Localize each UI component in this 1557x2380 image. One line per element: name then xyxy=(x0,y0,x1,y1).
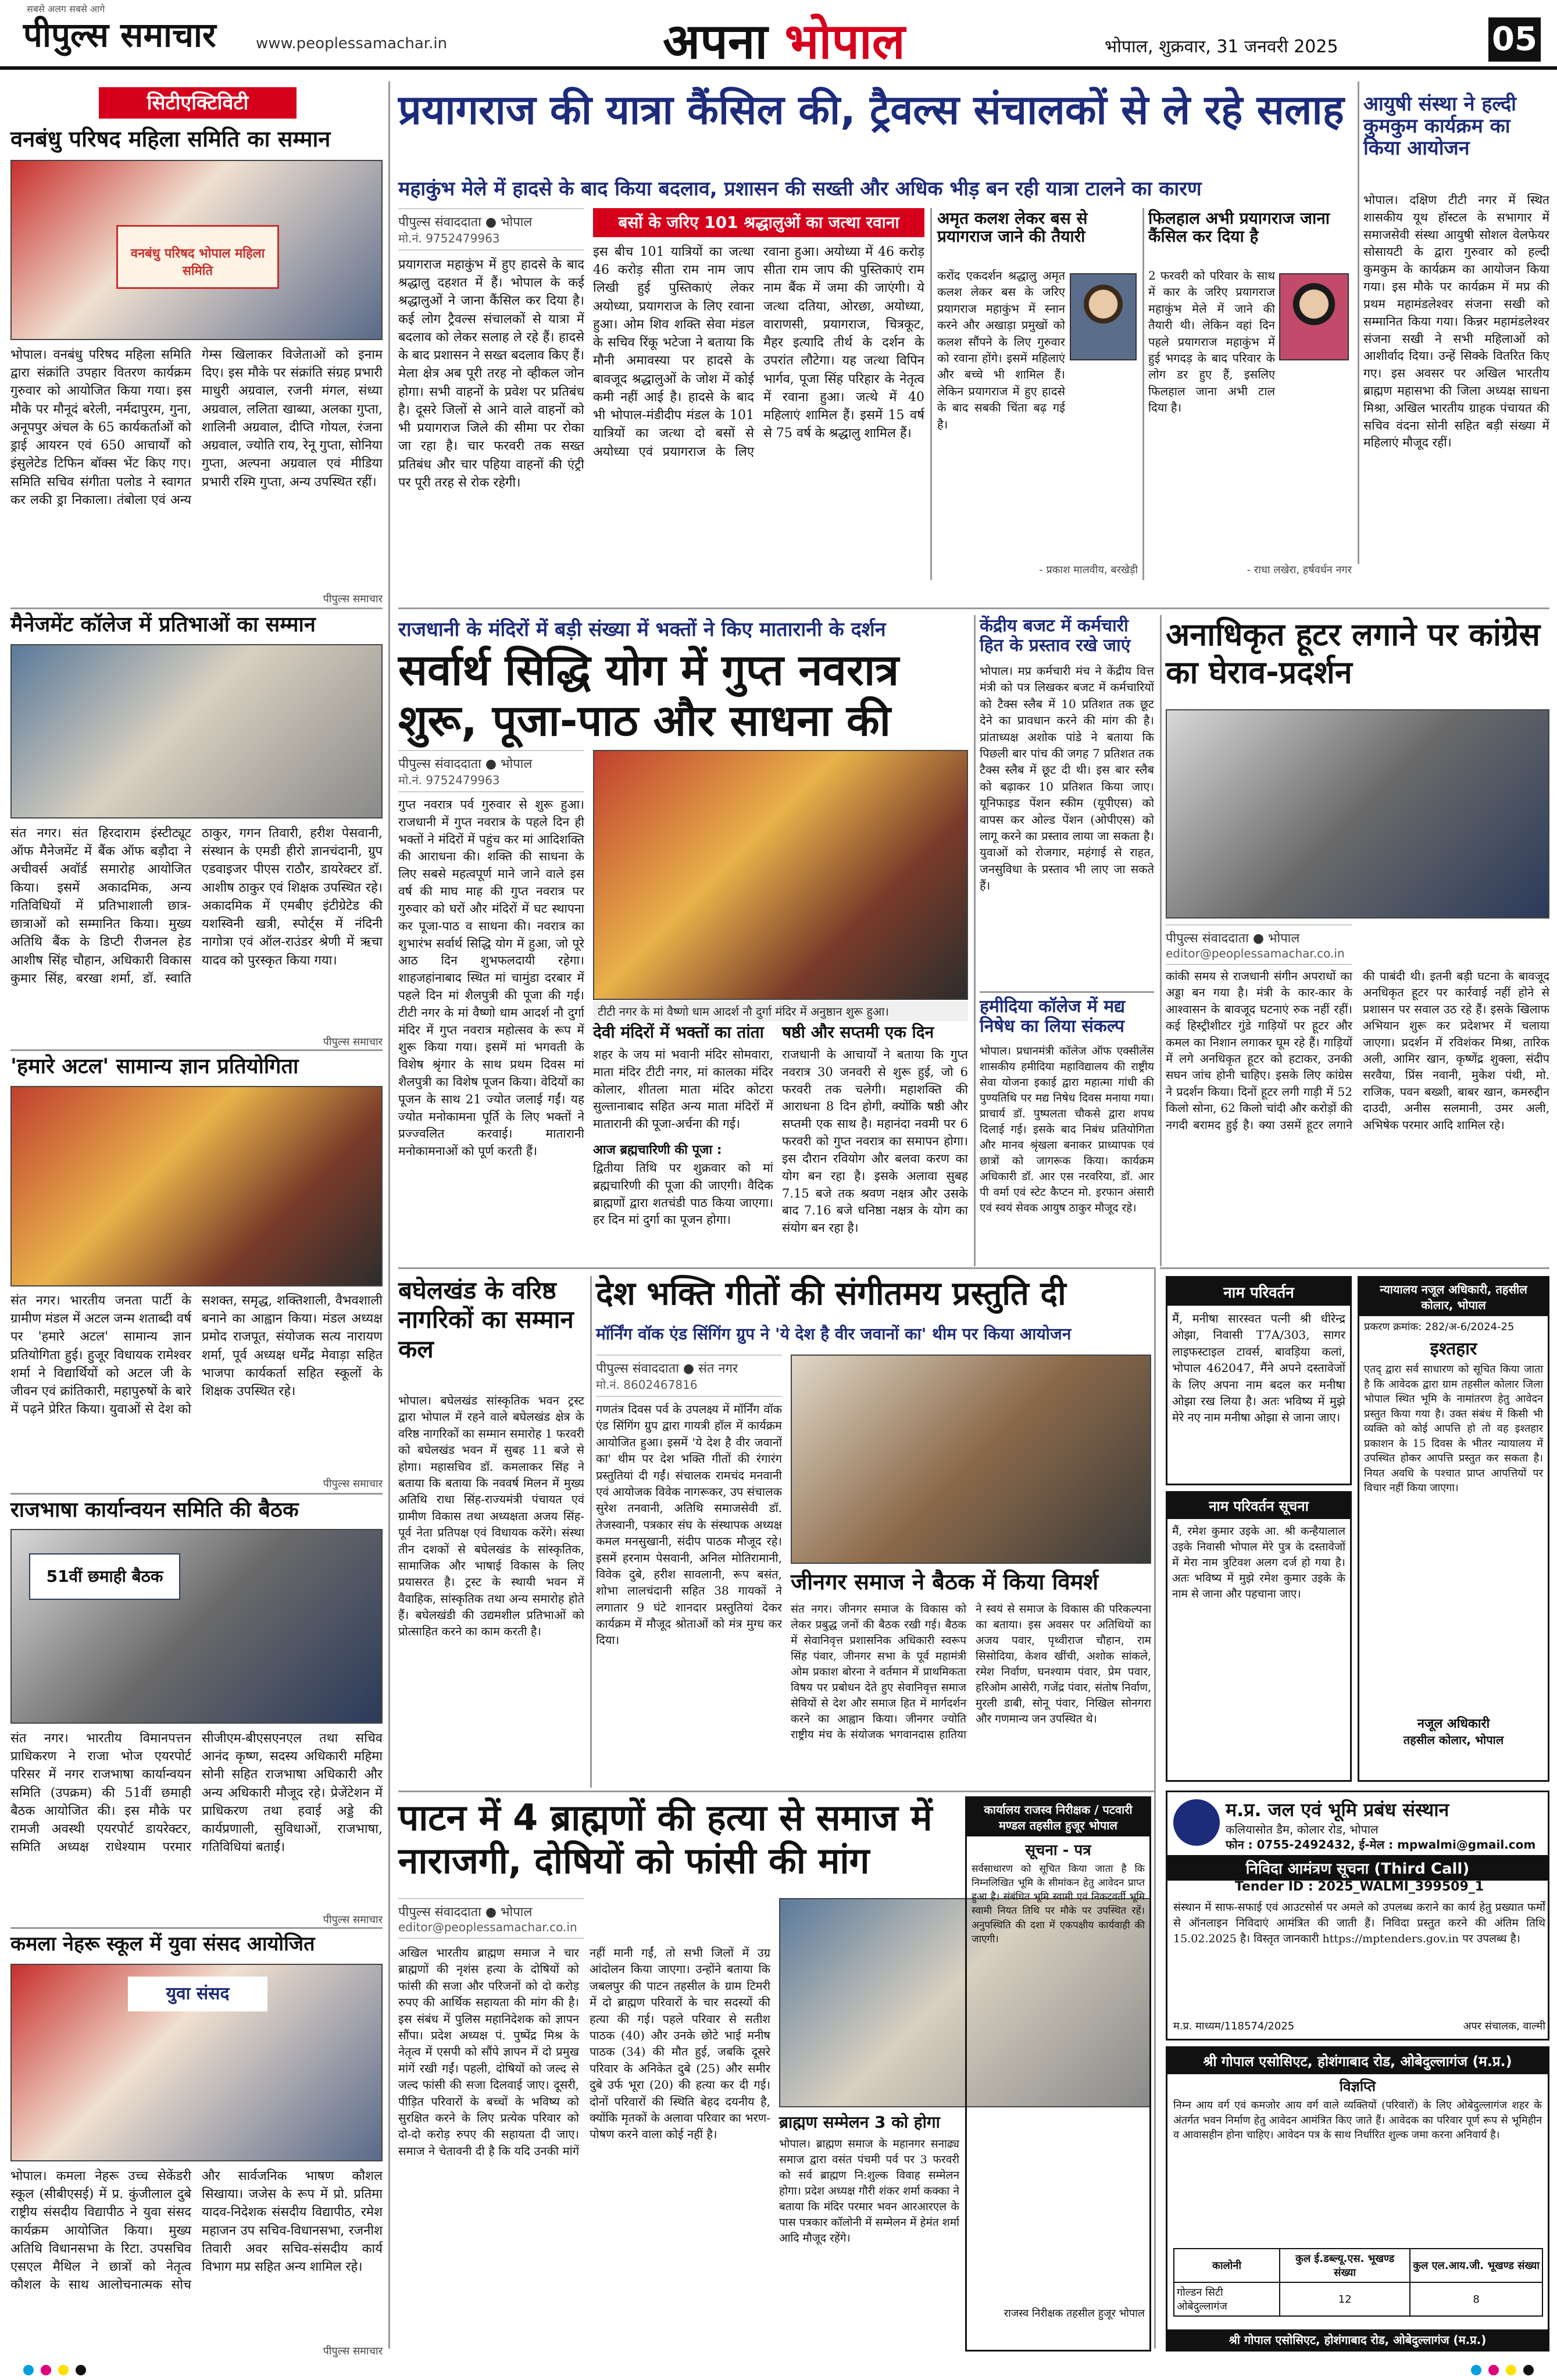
story-title: जीनगर समाज ने बैठक में किया विमर्श xyxy=(791,1569,1099,1595)
tender-notice: म.प्र. जल एवं भूमि प्रबंध संस्थान कलियासोत डैम, कोलार रोड, भोपाल फोन : 0755-2492432, ई-मेल : mpwalmi@gmail.com निविदा आमंत्रण सूचना (Third Call) Tender ID : 2025_WALMI_399509_1 संस्थान में साफ-सफाई एवं आउटसोर्स पर अमले को उपलब्ध कराने का कार्य हेतु प्रख्यात फर्मों से ऑनलाइन निविदाएं आमंत्रित की जाती हैं। निविदा प्रस्तुत करने की अंतिम तिथि 15.02.2025 है। विस्तृत जानकारी https://mptenders.gov.in पर उपलब्ध है। म.प्र. माध्यम/118574/2025 अपर संचालक, वाल्मी xyxy=(1166,1791,1549,2040)
story-body: संत नगर। भारतीय जनता पार्टी के ग्रामीण मंडल में अटल जन्म शताब्दी वर्ष पर 'हमारे अटल' सामान्य ज्ञान प्रतियोगिता हुई। हुजूर विधायक रामेश्वर शर्मा ने विद्यार्थियों को अटल जी के जीवन एवं क्रांतिकारी, महापुरुषों के बारे में पढ़ने प्रेरित किया। युवाओं से देश को सशक्त, समृद्ध, शक्तिशाली, वैभवशाली बनाने का आह्वान किया। मंडल अध्यक्ष प्रमोद राजपूत, संयोजक सत्य नारायण शर्मा, पूर्व अध्यक्ष धर्मेंद्र मेवाड़ा सहित भाजपा कार्यकर्ता सहित स्कूलों के शिक्षक उपस्थित रहे। xyxy=(10,1293,383,1417)
story-body: अखिल भारतीय ब्राह्मण समाज ने चार ब्राह्मणों की नृशंस हत्या के दोषियों को फांसी की सजा और परिजनों को दो करोड़ रुपए की आर्थिक सहायता की मांग की है। इस संबंध में पुलिस महानिदेशक को ज्ञापन सौंपा। प्रदेश अध्यक्ष पं. पुष्पेंद्र मिश्र के नेतृत्व में एसपी को सौंपे ज्ञापन में दो प्रमुख मांगें रखी गईं। पहली, दोषियों को जल्द से जल्द फांसी की सजा दिलवाई जाए। दूसरी, पीड़ित परिवारों के बच्चों के भविष्य को सुरक्षित करने के लिए प्रत्येक परिवार को दो-दो करोड़ रुपए की सहायता दी जाए। समाज ने चेतावनी दी है कि यदि उनकी मांगें नहीं मानी गईं, तो सभी जिलों में उग्र आंदोलन किया जाएगा। उन्होंने बताया कि जबलपुर की पाटन तहसील के ग्राम टिमरी में दो ब्राह्मण परिवारों के चार सदस्यों की हत्या की गई। पहले परिवार से सतीश पाठक (40) और उनके छोटे भाई मनीष पाठक (34) की मौत हुई, जबकि दूसरे परिवार के अनिकेत दुबे (25) और समीर दुबे उर्फ भूरा (20) की हत्या कर दी गई। दोनों परिवारों की स्थिति बेहद दयनीय है, क्योंकि मृतकों के अलावा परिवार का भरण-पोषण करने वाला कोई नहीं है। xyxy=(398,1946,770,2158)
sidebar-story-credit: - प्रकाश मालवीय, बरखेड़ी xyxy=(1039,564,1138,576)
divider xyxy=(1160,1267,1549,1269)
sidebar-story-body: करोंद एकदर्शन श्रद्धालु अमृत कलश लेकर बस के जरिए प्रयागराज महाकुंभ में स्नान करने और अखाड़ा प्रमुखों को कलश सौंपने के लिए गुरुवार को रवाना होंगे। इसमें महिलाएं और बच्चे भी शामिल हैं। लेकिन प्रयागराज में हुए हादसे के बाद सबकी चिंता बढ़ गई है। xyxy=(937,269,1065,431)
sub-story-title: षष्ठी और सप्तमी एक दिन xyxy=(782,1023,934,1042)
story-title: कमला नेहरू स्कूल में युवा संसद आयोजित xyxy=(10,1932,315,1956)
lead-body: प्रयागराज महाकुंभ में हुए हादसे के बाद श्रद्धालु दहशत में हैं। भोपाल के कई श्रद्धालुओं ने जाना कैंसिल कर दिया है। कई लोग ट्रैवल्स संचालकों से यात्रा में बदलाव को लेकर सलाह ले रहे हैं। हादसे के बाद प्रशासन ने सख्त बदलाव किए हैं। मेला क्षेत्र अब पूरी तरह नो व्हीकल जोन होगा। सभी वाहनों के प्रवेश पर प्रतिबंध है। दूसरे जिलों से आने वाले वाहनों को भी प्रयागराज जिले की सीमा पर रोका जा रहा है। चार फरवरी तक सख्त प्रतिबंध और चार पहिया वाहनों की एंट्री पर पूरी तरह से रोक रहेगी। xyxy=(398,258,584,490)
divider xyxy=(10,1493,383,1495)
reader-portrait xyxy=(1070,273,1137,360)
story-body: कांकी समय से राजधानी संगीन अपराधों का अड्डा बन गया है। मंत्री के कार-कार के आश्वासन के बावजूद घटनाएं रुक नहीं रहीं। कई हिस्ट्रीशीटर गुंडे गाड़ियों पर हूटर और कमल का निशान लगाकर घूम रहे हैं। गाड़ियों में लगे अनधिकृत हूटर को हटाकर, उनकी सघन जांच होनी चाहिए। इसके लिए कांग्रेस ने प्रदर्शन किया। दिनों हूटर लगी गाड़ी में 52 किलो सोना, 62 किलो चांदी और करोड़ों की नगदी बरामद हुई है। क्या उसमें हूटर लगाने की पाबंदी थी। इतनी बड़ी घटना के बावजूद अनधिकृत हूटर पर कार्रवाई नहीं होने से प्रशासन पर सवाल उठ रहे हैं। इसके खिलाफ अभियान शुरू कर प्रदेशभर में चलाया जाएगा। प्रदर्शन में रविशंकर मिश्रा, तारिक अली, आमिर खान, कृष्णेंद्र शुक्ला, संदीप सरवैया, प्रिंस नवानी, मुकेश पंथी, मो. राजिक, पवन बख्शी, बाबर खान, कमरुद्दीन दाउदी, अनीस सलमानी, उमर अली, अभिषेक परमार आदि शामिल रहे। xyxy=(1166,969,1549,1132)
story-headline: अनाधिकृत हूटर लगाने पर कांग्रेस का घेराव-प्रदर्शन xyxy=(1166,616,1540,691)
sub-story-subhead: आज ब्रह्मचारिणी की पूजा : xyxy=(593,1143,722,1157)
logo-tagline: सबसे अलग सबसे आगे xyxy=(27,3,105,15)
court-notice: न्यायालय नजूल अधिकारी, तहसील कोलार, भोपाल प्रकरण क्रमांक: 282/अ-6/2024-25 इश्तहार एतद् द्वारा सर्व साधारण को सूचित किया जाता है कि आवेदक द्वारा ग्राम तहसील कोलार जिला भोपाल स्थित भूमि के नामांतरण हेतु आवेदन प्रस्तुत किया गया है। उक्त संबंध में किसी भी व्यक्ति को कोई आपत्ति हो तो वह इश्तहार प्रकाशन के 15 दिवस के भीतर न्यायालय में उपस्थित होकर आपत्ति प्रस्तुत कर सकता है। नियत अवधि के पश्चात प्राप्त आपत्तियों पर विचार नहीं किया जाएगा। नजूल अधिकारी तहसील कोलार, भोपाल xyxy=(1358,1276,1549,1782)
divider xyxy=(398,1791,1154,1792)
lead-subheadline: महाकुंभ मेले में हादसे के बाद किया बदलाव, प्रशासन की सख्ती और अधिक भीड़ बन रही यात्रा टालने का कारण xyxy=(398,177,1202,201)
dateline: भोपाल, शुक्रवार, 31 जनवरी 2025 xyxy=(1105,37,1338,57)
registration-mark xyxy=(41,2365,51,2375)
sub-story-title: देवी मंदिरों में भक्तों का तांता xyxy=(593,1023,764,1042)
story-byline: पीपुल्स संवाददाता ● संत नगर मो.नं. 8602467816 xyxy=(596,1355,782,1397)
page-number: 05 xyxy=(1488,17,1541,62)
divider xyxy=(10,1927,383,1929)
sidebar-story-credit: - राधा लखेरा, हर्षवर्धन नगर xyxy=(1247,564,1352,576)
lead-box-title: बसों के जरिए 101 श्रद्धालुओं का जत्था रवाना xyxy=(593,208,924,237)
newspaper-logo: पीपुल्स समाचार xyxy=(23,15,216,55)
registration-mark xyxy=(76,2365,86,2375)
divider xyxy=(10,607,383,609)
protest-photo xyxy=(1166,709,1549,919)
event-banner: 51वीं छमाही बैठक xyxy=(29,1553,180,1600)
story-headline: बघेलखंड के वरिष्ठ नागरिकों का सम्मान कल xyxy=(398,1276,574,1363)
section-title: अपना भोपाल xyxy=(663,13,905,70)
lead-box-body: इस बीच 101 यात्रियों का जत्था 46 करोड़ सीता राम नाम जाप लिखी हुई पुस्तिकाएं लेकर अयोध्या, प्रयागराज के लिए रवाना हुआ। ओम शिव शक्ति सेवा मंडल के सचिव रिंकू भटेजा ने बताया कि मौनी अमावस्या पर हादसे के बावजूद श्रद्धालुओं के जोश में कोई कमी नहीं आई है। हादसे के बाद भी भोपाल-मंडीदीप मंडल के 101 यात्रियों का जत्था दो बसों से अयोध्या एवं प्रयागराज के लिए रवाना हुआ। अयोध्या में 46 करोड़ सीता राम जाप की पुस्तिकाएं राम नाम बैंक में जमा की जाएंगी। ये जत्था दतिया, ओरछा, अयोध्या, वाराणसी, प्रयागराज, चित्रकूट, मैहर इत्यादि तीर्थ के दर्शन के उपरांत लौटेगा। यह जत्था विपिन भार्गव, पूजा सिंह परिहार के नेतृत्व में रवाना हुआ। जत्थे में 40 महिलाएं शामिल हैं। इसमें 15 वर्ष से 75 वर्ष के श्रद्धालु शामिल हैं। xyxy=(593,245,924,459)
navratra-byline: पीपुल्स संवाददाता ● भोपाल मो.नं. 9752479963 xyxy=(398,750,584,792)
reader-portrait xyxy=(1279,273,1349,360)
temple-photo xyxy=(593,750,968,1000)
event-photo xyxy=(10,1529,383,1724)
navratra-body: गुप्त नवरात्र पर्व गुरुवार से शुरू हुआ। राजधानी में गुप्त नवरात्र के पहले दिन ही भक्तों ने मंदिरों में पहुंच कर मां आदिशक्ति की आराधना की। शक्ति की साधना के लिए सबसे महत्वपूर्ण माने जाने वाले इस वर्ष की माघ माह की गुप्त नवरात्र पर गुरुवार को घरों और मंदिरों में घट स्थापना कर पूजा-पाठ व साधना की। नवरात्र का शुभारंभ सर्वार्थ सिद्धि योग में हुआ, जो पूरे आठ दिन शुभफलदायी रहेगा। शाहजहांनाबाद स्थित मां चामुंडा दरबार में पहले दिन मां शैलपुत्री की पूजा की गई। टीटी नगर के मां वैष्णो धाम आदर्श नौ दुर्गा मंदिर में गुप्त नवरात्र महोत्सव के रूप में शुरू किया गया। इसमें मां भगवती के विशेष श्रृंगार के साथ प्रथम दिवस मां शैलपुत्री का विशेष पूजन किया। वेदियों का पूजन के साथ 21 ज्योत जलाई गईं। यह ज्योत मनोकामना पूर्ति के लिए भक्तों ने प्रज्ज्वलित करवाई। मातारानी मनोकामनाओं को पूर्ण करती हैं। xyxy=(398,798,584,1159)
revenue-notice: कार्यालय राजस्व निरीक्षक / पटवारी मण्डल तहसील हुजूर भोपाल सूचना - पत्र सर्वसाधारण को सूचित किया जाता है कि निम्नलिखित भूमि के सीमांकन हेतु आवेदन प्राप्त हुआ है। संबंधित भूमि स्वामी एवं निकटवर्ती भूमि स्वामी नियत तिथि पर मौके पर उपस्थित रहें। अनुपस्थिति की दशा में एकपक्षीय कार्यवाही की जाएगी। राजस्व निरीक्षक तहसील हुजूर भोपाल xyxy=(965,1796,1151,2352)
story-byline: पीपुल्स संवाददाता ● भोपाल editor@peoplessamachar.co.in xyxy=(398,1898,584,1939)
event-photo xyxy=(10,1086,383,1287)
story-body: भोपाल। मप्र कर्मचारी मंच ने केंद्रीय वित्त मंत्री को पत्र लिखकर बजट में कर्मचारियों को टैक्स स्लैब में 10 प्रतिशत तक छूट देने का प्रावधान करने की मांग की है। प्रांताध्यक्ष अशोक पांडे ने बताया कि पिछली बार पांच की जगह 7 प्रतिशत तक टैक्स स्लैब में छूट दी थी। इस बार स्लैब को बढ़ाकर 10 प्रतिशत किया जाए। यूनिफाइड पेंशन स्कीम (यूपीएस) को वापस कर ओल्ड पेंशन (ओपीएस) को लागू करने का प्रस्ताव लाया जा सकता है। युवाओं को रोजगार, महंगाई से राहत, जनसुविधा के प्रस्ताव भी लाए जा सकते हैं। xyxy=(980,664,1154,893)
temple-photo-caption: टीटी नगर के मां वैष्णो धाम आदर्श नौ दुर्गा मंदिर में अनुष्ठान शुरू हुआ। xyxy=(593,1001,968,1021)
column-divider xyxy=(1160,615,1162,1266)
story-body: भोपाल। प्रधानमंत्री कॉलेज ऑफ एक्सीलेंस शासकीय हमीदिया महाविद्यालय की राष्ट्रीय सेवा योजना इकाई द्वारा महात्मा गांधी की पुण्यतिथि पर मद्य निषेध दिवस मनाया गया। प्राचार्य डॉ. पुष्पलता चौकसे द्वारा शपथ दिलाई गई। इसके बाद निबंध प्रतियोगिता और मानव श्रृंखला बनाकर प्राध्यापक एवं छात्रों को जागरूक किया। कार्यक्रम अधिकारी डॉ. आर एस नरवरिया, डॉ. आर पी वर्मा एवं स्टेट कैप्टन मो. इरफान अंसारी एवं स्वयं सेवक आयुष ठाकुर मौजूद रहे। xyxy=(980,1045,1154,1214)
group-photo xyxy=(791,1355,1151,1564)
registration-mark xyxy=(58,2365,69,2375)
story-title: वनबंधु परिषद महिला समिति का सम्मान xyxy=(10,126,331,152)
column-divider xyxy=(1154,1267,1156,2349)
masthead xyxy=(0,0,1557,70)
story-credit: पीपुल्स समाचार xyxy=(323,1036,383,1048)
story-body: भोपाल। दक्षिण टीटी नगर में स्थित शासकीय यूथ हॉस्टल के सभागार में समाजसेवी संस्था आयुषी सोशल वेलफेयर सोसायटी के द्वारा गुरुवार को हल्दी कुमकुम के कार्यक्रम का आयोजन किया गया। इस मौके पर कार्यक्रम में मप्र की प्रथम महामंडलेश्वर संजना सखी को सम्मानित किया गया। किन्नर महामंडलेश्वर संजना सखी ने सभी महिलाओं को आशीर्वाद दिया। उन्हें सिक्के वितरित किए गए। इस अवसर पर अखिल भारतीय ब्राह्मण महासभा की जिला अध्यक्ष साधना मिश्रा, अखिल भारतीय ग्राहक पंचायत की सचिव वंदना सोनी सहित बड़ी संख्या में महिलाएं मौजूद रहीं। xyxy=(1363,193,1549,450)
sidebar-story-title: अमृत कलश लेकर बस से प्रयागराज जाने की तैयारी xyxy=(937,209,1088,246)
event-banner: युवा संसद xyxy=(128,1977,267,2011)
divider xyxy=(10,1049,383,1051)
divider xyxy=(398,607,1549,609)
story-title: 'हमारे अटल' सामान्य ज्ञान प्रतियोगिता xyxy=(10,1055,299,1078)
sub-story-body: शहर के जय मां भवानी मंदिर सोमवारा, माता मंदिर टीटी नगर, मां कालका मंदिर कोलार, शीतला माता मंदिर कोटरा सुल्तानाबाद सहित अन्य माता मंदिरों में मातारानी की पूजा-अर्चना की गई। xyxy=(593,1048,773,1131)
society-notice: श्री गोपाल एसोसिएट, होशंगाबाद रोड, ओबेदुल्लागंज (म.प्र.) विज्ञप्ति निम्न आय वर्ग एवं कमजोर आय वर्ग वाले व्यक्तियों (परिवारों) के लिए ओबेदुल्लागंज शहर के अंतर्गत भवन निर्माण हेतु आवेदन आमंत्रित किए जाते हैं। आवेदक का परिवार पूर्ण रूप से भूमिहीन व आवासहीन होना चाहिए। आवेदन पत्र के साथ निर्धारित शुल्क जमा करना अनिवार्य है। कालोनी कुल ई.डब्ल्यू.एस. भूखण्ड संख्या कुल एल.आय.जी. भूखण्ड संख्या गोल्डन सिटी ओबेदुल्लागंज 12 8 श्री गोपाल एसोसिएट, होशंगाबाद रोड, ओबेदुल्लागंज (म.प्र.) xyxy=(1166,2046,1549,2352)
walmi-logo-icon xyxy=(1173,1799,1220,1846)
story-body: संत नगर। संत हिरदाराम इंस्टीट्यूट ऑफ मैनेजमेंट में बैंक ऑफ बड़ौदा ने अचीवर्स अवॉर्ड समारोह आयोजित किया। इसमें अकादमिक, अन्य गतिविधियों में प्रतिभाशाली छात्र-छात्राओं को सम्मानित किया। मुख्य अतिथि बैंक के डिप्टी रीजनल हेड आशीष सिंह चौहान, अधिकारी विकास कुमार सिंह, बरखा शर्मा, डॉ. स्वाति ठाकुर, गगन तिवारी, हरीश पेसवानी, संस्थान के एमडी हीरो ज्ञानचंदानी, ग्रुप एडवाइजर पीएस राठौर, डायरेक्टर डॉ. आशीष ठाकुर एवं शिक्षक उपस्थित रहे। अकादमिक में एमबीए इंटीग्रेटेड की यशस्विनी खत्री, स्पोर्ट्स में नंदिनी नागोत्रा एवं ऑल-राउंडर श्रेणी में ऋचा यादव को पुरस्कृत किया गया। xyxy=(10,826,383,986)
navratra-kicker: राजधानी के मंदिरों में बड़ी संख्या में भक्तों ने किए मातारानी के दर्शन xyxy=(398,618,886,641)
event-photo xyxy=(10,644,383,819)
column-divider xyxy=(930,208,932,580)
name-change-notice: नाम परिवर्तन मैं, मनीषा सारस्वत पत्नी श्री धीरेन्द्र ओझा, निवासी T7A/303, सागर लाइफस्टाइल टावर्स, बावड़िया कलां, भोपाल 462047, मैंने अपने दस्तावेजों के लिए अपना नाम बदल कर मनीषा ओझा रख लिया है। अतः भविष्य में मुझे मेरे नए नाम मनीषा ओझा से जाना जाए। xyxy=(1166,1276,1352,1485)
story-title: राजभाषा कार्यान्वयन समिति की बैठक xyxy=(10,1498,299,1522)
story-credit: पीपुल्स समाचार xyxy=(323,1914,383,1926)
story-title: हमीदिया कॉलेज में मद्य निषेध का लिया संकल्प xyxy=(980,996,1126,1037)
event-photo xyxy=(10,160,383,340)
column-divider xyxy=(388,81,390,2349)
website-url: www.peoplessamachar.in xyxy=(256,35,448,52)
story-credit: पीपुल्स समाचार xyxy=(323,593,383,605)
event-banner: वनबंधु परिषद भोपाल महिला समिति xyxy=(116,225,279,289)
sub-story-body: भोपाल। ब्राह्मण समाज के महानगर सनाढ्य समाज द्वारा वसंत पंचमी पर्व पर 3 फरवरी को सर्व ब्राह्मण नि:शुल्क विवाह सम्मेलन होगा। प्रदेश अध्यक्ष गौरी शंकर शर्मा कक्का ने बताया कि मंदिर परमार भवन आरआरएल के पास पत्रकार कॉलोनी में सम्मेलन में हेमंत शर्मा आदि मौजूद रहेंगे। xyxy=(779,2138,959,2245)
registration-mark xyxy=(1523,2365,1534,2375)
registration-mark xyxy=(1488,2365,1499,2375)
story-title: केंद्रीय बजट में कर्मचारी हित के प्रस्ताव रखे जाएं xyxy=(980,616,1131,656)
story-body: गणतंत्र दिवस पर्व के उपलक्ष्य में मॉर्निंग वॉक एंड सिंगिंग ग्रुप द्वारा गायत्री हॉल में कार्यक्रम आयोजित हुआ। इसमें 'ये देश है वीर जवानों का' थीम पर देश भक्ति गीतों की रंगारंग प्रस्तुतियां दी गईं। संचालक रामचंद मनवानी एवं आयोजक विवेक नागरूकर, उप संचालक सुरेश तनवानी, अतिथि समाजसेवी डॉ. तेजस्वानी, पत्रकार संघ के संस्थापक अध्यक्ष कमल मनसुखानी, संदीप पाठक मौजूद रहे। इसमें हरनाम पेसवानी, अनिल मोतिरामानी, विवेक दुबे, हरीश सावलानी, रूप बसंत, शोभा लालचंदानी सहित 38 गायकों ने लगातार 9 घंटे शानदार प्रस्तुतियां देकर कार्यक्रम में मौजूद श्रोताओं को मंत्र मुग्ध कर दिया। xyxy=(596,1402,782,1648)
registration-mark xyxy=(1506,2365,1516,2375)
divider xyxy=(980,991,1154,993)
column-divider xyxy=(1358,81,1359,564)
column-divider xyxy=(974,615,976,1266)
sidebar-story-body: 2 फरवरी को परिवार के साथ में कार के जरिए प्रयागराज महाकुंभ मेले में जाने की तैयारी थी। लेकिन वहां दिन पहले प्रयागराज महाकुंभ में हुई भगदड़ के बाद परिवार के लोग डर हुए हैं, इसलिए फिलहाल जाना अभी टाल दिया है। xyxy=(1148,269,1275,415)
story-body: संत नगर। जीनगर समाज के विकास को लेकर प्रबुद्ध जनों की बैठक रखी गई। बैठक में सेवानिवृत्त प्रशासनिक अधिकारी स्वरूप सिंह पंवार, जीनगर सभा के पूर्व महामंत्री ओम प्रकाश बोरना ने वर्तमान में प्राथमिकता विषय पर प्रबोधन देते हुए सेवानिवृत्त समाज सेवियों से देश और समाज हित में मार्गदर्शन करने का आह्वान किया। जीनगर ज्योति राष्ट्रीय मंच के संयोजक भगवानदास हातिया ने स्वयं से समाज के विकास की परिकल्पना का बताया। इस अवसर पर अतिथियों का अजय पवार, पृथ्वीराज चौहान, राम सिसोदिया, केशव खींची, अशोक सांकले, रमेश निर्वाण, घनश्याम पंवार, प्रेम पवार, हरिओम आसेरी, गजेंद्र पंवार, संतोष निर्वाण, मुरली डाबी, सोनू पंवार, निखिल सोनगरा और गणमान्य जन उपस्थित थे। xyxy=(791,1603,1151,1741)
story-headline: देश भक्ति गीतों की संगीतमय प्रस्तुति दी xyxy=(596,1275,1066,1313)
column-divider xyxy=(590,1276,592,1788)
story-headline: पाटन में 4 ब्राह्मणों की हत्या से समाज में नाराजगी, दोषियों को फांसी की मांग xyxy=(398,1796,933,1882)
sub-story-title: ब्राह्मण सम्मेलन 3 को होगा xyxy=(779,2113,940,2132)
story-credit: पीपुल्स समाचार xyxy=(323,2345,383,2357)
story-subheadline: मॉर्निंग वॉक एंड सिंगिंग ग्रुप ने 'ये देश है वीर जवानों का' थीम पर किया आयोजन xyxy=(596,1324,1072,1343)
plot-table: कालोनी कुल ई.डब्ल्यू.एस. भूखण्ड संख्या कुल एल.आय.जी. भूखण्ड संख्या गोल्डन सिटी ओबेदुल्लागंज 12 8 xyxy=(1173,2248,1543,2317)
story-body: भोपाल। वनबंधु परिषद महिला समिति द्वारा संक्रांति उपहार वितरण कार्यक्रम गुरुवार को आयोजित किया गया। इस मौके पर मौनूदं बरेली, नर्मदापुरम, गुना, अनूपपुर अंचल के 65 कार्यकर्ताओं को ड्राई आयरन एवं 650 आचार्यों को इंसुलेटेड टिफिन बॉक्स भेंट किए गए। समिति सचिव संगीता पलोड ने स्वागत कर लकी ड्रा निकाला। तंबोला एवं अन्य गेम्स खिलाकर विजेताओं को इनाम दिए। इस मौके पर संक्रांति संग्रह प्रभारी माधुरी अग्रवाल, रजनी मंगल, संध्या अग्रवाल, ललिता खाब्या, अलका गुप्ता, शालिनी अग्रवाल, दीप्ति गोयल, रंजना अग्रवाल, ज्योति राय, रेनू गुप्ता, सोनिया गुप्ता, अल्पना अग्रवाल एवं मीडिया प्रभारी रश्मि गुप्ता, अन्य उपस्थित रहीं। xyxy=(10,348,383,508)
name-change-notice: नाम परिवर्तन सूचना मैं, रमेश कुमार उइके आ. श्री कन्हैयालाल उइके निवासी भोपाल मेरे पुत्र के दस्तावेजों में मेरा नाम त्रुटिवश अलग दर्ज हो गया है। अतः भविष्य में मुझे रमेश कुमार उइके के नाम से जाना और पहचाना जाए। xyxy=(1166,1491,1352,1782)
divider xyxy=(398,1267,1154,1269)
column-divider xyxy=(1142,208,1144,580)
sub-story-body: द्वितीया तिथि पर शुक्रवार को मां ब्रह्मचारिणी की पूजा की जाएगी। वैदिक ब्राह्मणों द्वारा शतचंडी पाठ किया जाएगा। हर दिन मां दुर्गा का पूजन होगा। xyxy=(593,1161,773,1227)
story-title: आयुषी संस्था ने हल्दी कुमकुम कार्यक्रम का किया आयोजन xyxy=(1363,92,1516,160)
registration-mark xyxy=(1471,2365,1481,2375)
story-title: मैनेजमेंट कॉलेज में प्रतिभाओं का सम्मान xyxy=(10,613,316,637)
lead-byline: पीपुल्स संवाददाता ● भोपाल मो.नं. 9752479963 xyxy=(398,208,584,251)
story-body: भोपाल। बघेलखंड सांस्कृतिक भवन ट्रस्ट द्वारा भोपाल में रहने वाले बघेलखंड क्षेत्र के वरिष्ठ नागरिकों का सम्मान समारोह 1 फरवरी को बघेलखंड भवन में सुबह 11 बजे से होगा। महासचिव डॉ. कमलाकर सिंह ने बताया कि बताया कि नववर्ष मिलन में मुख्य अतिथि राधा सिंह-राज्यमंत्री पंचायत एवं ग्रामीण विकास तथा अध्यक्षता अजय सिंह-पूर्व नेता प्रतिपक्ष एवं विधायक करेंगे। संस्था तीन दशकों से बघेलखंड के सांस्कृतिक, सामाजिक और भाषाई विकास के लिए प्रयासरत है। ट्रस्ट के स्थायी भवन में वैवाहिक, सांस्कृतिक तथा अन्य समारोह होते हैं। बघेलखंडी की उद्यमशील प्रतिभाओं को प्रोत्साहित करने का काम करती है। xyxy=(398,1393,584,1639)
navratra-headline: सर्वार्थ सिद्धि योग में गुप्त नवरात्र शुरू, पूजा-पाठ और साधना की xyxy=(398,645,899,746)
registration-mark xyxy=(23,2365,34,2375)
story-body: भोपाल। कमला नेहरू उच्च सेकेंडरी स्कूल (सीबीएसई) में प्र. कुंजीलाल दुबे राष्ट्रीय संसदीय विद्यापीठ ने युवा संसद कार्यक्रम आयोजित किया। मुख्य अतिथि विधानसभा के रिटा. उपसचिव एसएल मैथिल ने छात्रों को नेतृत्व कौशल के साथ आलोचनात्मक सोच और सार्वजनिक भाषण कौशल सिखाया। जजेस के रूप में प्रो. प्रतिमा यादव-निदेशक संसदीय विद्यापीठ, रमेश महाजन उप सचिव-विधानसभा, रजनीश तिवारी अवर सचिव-संसदीय कार्य विभाग मप्र सहित अन्य शामिल रहे। xyxy=(10,2169,383,2293)
story-credit: पीपुल्स समाचार xyxy=(323,1478,383,1490)
lead-headline: प्रयागराज की यात्रा कैंसिल की, ट्रैवल्स संचालकों से ले रहे सलाह xyxy=(398,86,1344,134)
sub-story-body: राजधानी के आचार्यों ने बताया कि गुप्त नवरात्र 30 जनवरी से शुरू हुई, जो 6 फरवरी तक चलेगी। महाशक्ति की आराधना 8 दिन होगी, क्योंकि षष्ठी और सप्तमी एक साथ है। महानंदा नवमी पर 6 फरवरी को गुप्त नवरात्र का समापन होगा। इस दौरान रवियोग और बलवा करण का योग बन रहा है। इसके अलावा सुबह 7.15 बजे तक श्रवण नक्षत्र और उसके बाद 7.16 बजे धनिष्ठा नक्षत्र के योग का संयोग बन रहा है। xyxy=(782,1048,968,1235)
story-body: संत नगर। भारतीय विमानपत्तन प्राधिकरण ने राजा भोज एयरपोर्ट परिसर में नगर राजभाषा कार्यान्वयन समिति (उपक्रम) की 51वीं छमाही बैठक आयोजित की। इस मौके पर रामजी अवस्थी एयरपोर्ट डायरेक्टर, समिति अध्यक्ष राधेश्याम परमार सीजीएम-बीएसएनएल तथा सचिव आनंद कृष्ण, सदस्य अधिकारी महिमा सोनी सहित राजभाषा अधिकारी और अन्य अधिकारी मौजूद रहे। प्रेजेंटेशन में प्राधिकरण तथा हवाई अड्डे की कार्यप्रणाली, सुविधाओं, राजभाषा, गतिविधियां बताईं। xyxy=(10,1731,383,1855)
event-photo xyxy=(10,1964,383,2161)
city-activity-kicker: सिटीएक्टिविटी xyxy=(99,87,297,119)
sidebar-story-title: फिलहाल अभी प्रयागराज जाना कैंसिल कर दिया है xyxy=(1148,209,1330,246)
story-byline: पीपुल्स संवाददाता ● भोपाल editor@peoplessamachar.co.in xyxy=(1166,924,1352,965)
